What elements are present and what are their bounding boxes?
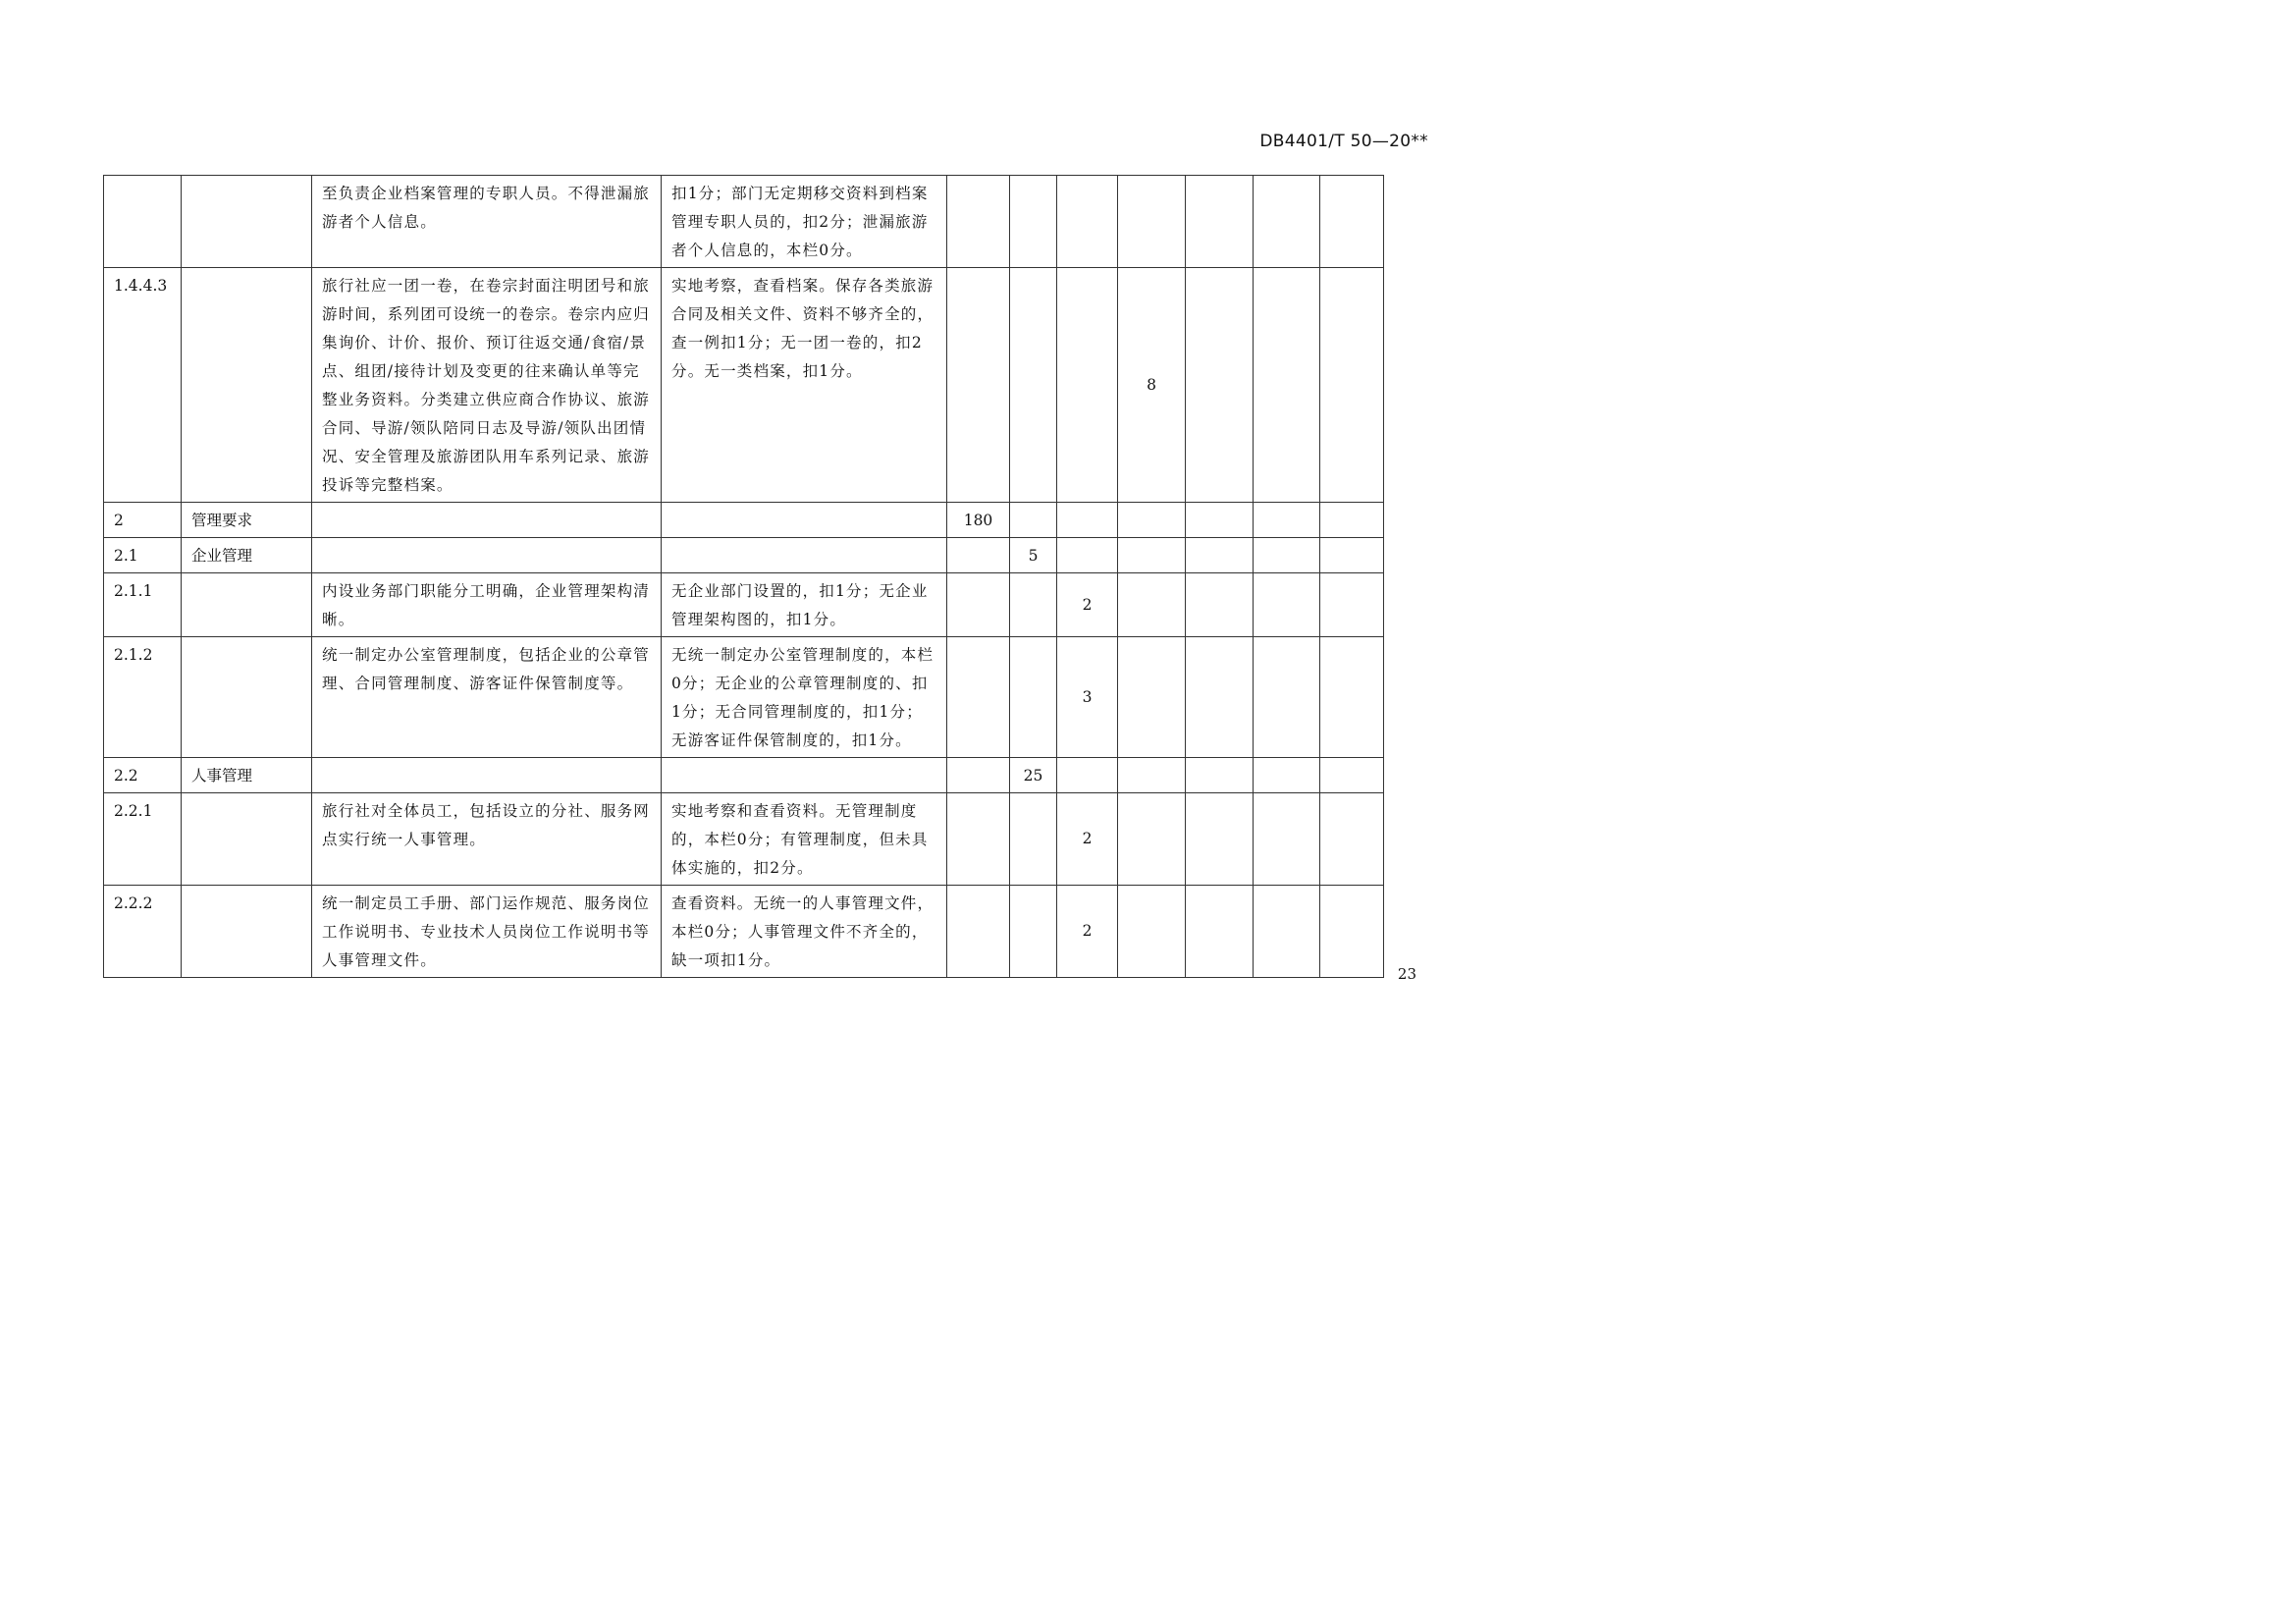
score-level-3	[1057, 268, 1118, 503]
table-row	[104, 758, 1384, 793]
score-level-1	[947, 538, 1010, 573]
item-name	[182, 886, 312, 978]
empty-cell	[1254, 637, 1320, 758]
page-number: 23	[1397, 965, 1416, 983]
empty-cell	[1254, 538, 1320, 573]
empty-cell	[1186, 637, 1254, 758]
requirement-cell: 统一制定员工手册、部门运作规范、服务岗位工作说明书、专业技术人员岗位工作说明书等人事管理文件。	[312, 886, 662, 978]
score-level-4	[1118, 538, 1186, 573]
score-level-1	[947, 793, 1010, 886]
score-level-2	[1010, 268, 1057, 503]
score-level-3: 2	[1057, 573, 1118, 637]
score-level-3	[1057, 176, 1118, 268]
score-level-3: 2	[1057, 793, 1118, 886]
requirement-cell: 旅行社应一团一卷，在卷宗封面注明团号和旅游时间，系列团可设统一的卷宗。卷宗内应归集询价、计价、报价、预订往返交通/食宿/景点、组团/接待计划及变更的往来确认单等完整业务资料。分类建立供应商合作协议、旅游合同、导游/领队陪同日志及导游/领队出团情况、安全管理及旅游团队用车系列记录、旅游投诉等完整档案。	[312, 268, 662, 503]
empty-cell	[1186, 176, 1254, 268]
empty-cell	[1320, 538, 1384, 573]
score-level-1	[947, 637, 1010, 758]
empty-cell	[1320, 573, 1384, 637]
score-level-1	[947, 886, 1010, 978]
item-name: 人事管理	[182, 758, 312, 793]
empty-cell	[1254, 886, 1320, 978]
table-row	[104, 176, 1384, 268]
empty-cell	[1320, 503, 1384, 538]
score-level-1: 180	[947, 503, 1010, 538]
table-row	[104, 573, 1384, 637]
score-level-2	[1010, 793, 1057, 886]
score-level-4	[1118, 758, 1186, 793]
empty-cell	[1186, 538, 1254, 573]
evaluation-method-cell: 无企业部门设置的，扣1分；无企业管理架构图的，扣1分。	[662, 573, 947, 637]
empty-cell	[1186, 573, 1254, 637]
item-number: 2.2	[104, 758, 182, 793]
item-number: 2.1.2	[104, 637, 182, 758]
score-level-1	[947, 573, 1010, 637]
empty-cell	[1254, 573, 1320, 637]
scoring-table	[103, 175, 1384, 978]
table-row	[104, 538, 1384, 573]
empty-cell	[1254, 268, 1320, 503]
empty-cell	[1320, 268, 1384, 503]
score-level-2	[1010, 503, 1057, 538]
item-number: 2.2.1	[104, 793, 182, 886]
score-level-2	[1010, 886, 1057, 978]
score-level-4: 8	[1118, 268, 1186, 503]
item-name	[182, 268, 312, 503]
evaluation-method-cell	[662, 538, 947, 573]
empty-cell	[1186, 886, 1254, 978]
empty-cell	[1320, 886, 1384, 978]
evaluation-method-cell	[662, 758, 947, 793]
document-code: DB4401/T 50—20**	[1259, 132, 1428, 151]
item-name	[182, 637, 312, 758]
requirement-cell	[312, 538, 662, 573]
score-level-1	[947, 758, 1010, 793]
table-row	[104, 503, 1384, 538]
score-level-4	[1118, 176, 1186, 268]
score-level-4	[1118, 573, 1186, 637]
score-level-3	[1057, 758, 1118, 793]
empty-cell	[1186, 268, 1254, 503]
item-number: 2.2.2	[104, 886, 182, 978]
requirement-cell	[312, 503, 662, 538]
evaluation-method-cell: 查看资料。无统一的人事管理文件，本栏0分；人事管理文件不齐全的，缺一项扣1分。	[662, 886, 947, 978]
item-name	[182, 793, 312, 886]
table-row	[104, 793, 1384, 886]
score-level-2	[1010, 176, 1057, 268]
score-level-1	[947, 176, 1010, 268]
empty-cell	[1254, 176, 1320, 268]
requirement-cell: 至负责企业档案管理的专职人员。不得泄漏旅游者个人信息。	[312, 176, 662, 268]
score-level-1	[947, 268, 1010, 503]
score-level-2	[1010, 573, 1057, 637]
score-level-3: 3	[1057, 637, 1118, 758]
item-number: 2.1.1	[104, 573, 182, 637]
item-name	[182, 573, 312, 637]
evaluation-method-cell: 实地考察和查看资料。无管理制度的，本栏0分；有管理制度，但未具体实施的，扣2分。	[662, 793, 947, 886]
score-level-2	[1010, 637, 1057, 758]
table-row	[104, 886, 1384, 978]
empty-cell	[1186, 503, 1254, 538]
score-level-3	[1057, 503, 1118, 538]
score-level-4	[1118, 793, 1186, 886]
empty-cell	[1320, 176, 1384, 268]
score-level-4	[1118, 886, 1186, 978]
item-name: 企业管理	[182, 538, 312, 573]
evaluation-method-cell: 扣1分；部门无定期移交资料到档案管理专职人员的，扣2分；泄漏旅游者个人信息的，本栏0分。	[662, 176, 947, 268]
evaluation-method-cell: 实地考察，查看档案。保存各类旅游合同及相关文件、资料不够齐全的，查一例扣1分；无一团一卷的，扣2分。无一类档案，扣1分。	[662, 268, 947, 503]
empty-cell	[1254, 503, 1320, 538]
score-level-2: 5	[1010, 538, 1057, 573]
item-name: 管理要求	[182, 503, 312, 538]
empty-cell	[1186, 758, 1254, 793]
table-row	[104, 637, 1384, 758]
table-row	[104, 268, 1384, 503]
item-name	[182, 176, 312, 268]
item-number: 2.1	[104, 538, 182, 573]
evaluation-method-cell	[662, 503, 947, 538]
requirement-cell: 内设业务部门职能分工明确，企业管理架构清晰。	[312, 573, 662, 637]
empty-cell	[1320, 758, 1384, 793]
score-level-2: 25	[1010, 758, 1057, 793]
requirement-cell: 旅行社对全体员工，包括设立的分社、服务网点实行统一人事管理。	[312, 793, 662, 886]
evaluation-method-cell: 无统一制定办公室管理制度的，本栏0分；无企业的公章管理制度的、扣1分；无合同管理制度的，扣1分；无游客证件保管制度的，扣1分。	[662, 637, 947, 758]
score-level-3: 2	[1057, 886, 1118, 978]
item-number: 1.4.4.3	[104, 268, 182, 503]
score-level-4	[1118, 503, 1186, 538]
empty-cell	[1320, 793, 1384, 886]
empty-cell	[1186, 793, 1254, 886]
empty-cell	[1254, 758, 1320, 793]
empty-cell	[1254, 793, 1320, 886]
item-number	[104, 176, 182, 268]
requirement-cell: 统一制定办公室管理制度，包括企业的公章管理、合同管理制度、游客证件保管制度等。	[312, 637, 662, 758]
empty-cell	[1320, 637, 1384, 758]
score-level-4	[1118, 637, 1186, 758]
requirement-cell	[312, 758, 662, 793]
score-level-3	[1057, 538, 1118, 573]
item-number: 2	[104, 503, 182, 538]
